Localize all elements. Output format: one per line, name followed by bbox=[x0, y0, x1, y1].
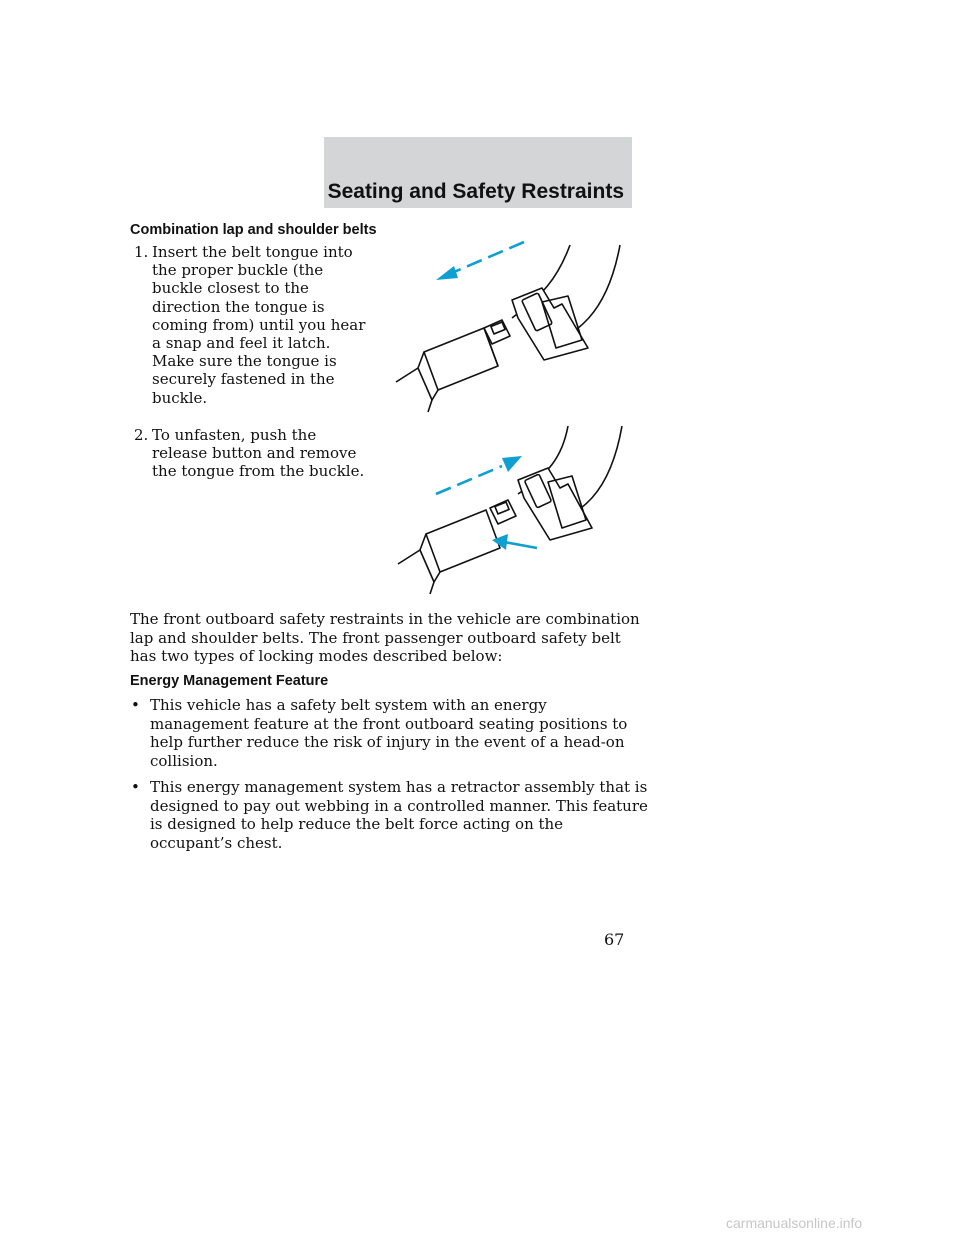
bullet-text: This vehicle has a safety belt system with an energy management feature at the front outboard seating positions to help further reduce the risk of injury in the event of a head-on collision. bbox=[150, 696, 628, 770]
page-header-title: Seating and Safety Restraints bbox=[327, 180, 624, 203]
step-1 bbox=[134, 243, 374, 407]
belt-insert-illustration bbox=[392, 240, 642, 415]
step-1-text: Insert the belt tongue into the proper buckle (the buckle closest to the direction the tongue is coming from) until you hear a snap and feel it latch. Make sure the tongue is securely fastened in the buckle. bbox=[152, 243, 366, 407]
bullet-text: This energy management system has a retractor assembly that is designed to pay out webbing in a controlled manner. This feature is designed to help reduce the belt force acting on the occupant’s chest. bbox=[150, 778, 648, 852]
watermark: carmanualsonline.info bbox=[726, 1215, 863, 1231]
section-title: Combination lap and shoulder belts bbox=[130, 222, 377, 238]
step-2-text: To unfasten, push the release button and remove the tongue from the buckle. bbox=[152, 426, 365, 481]
intro-paragraph: The front outboard safety restraints in the vehicle are combination lap and shoulder belts. The front passenger outboard safety belt has two types of locking modes described below: bbox=[130, 610, 640, 665]
step-2 bbox=[134, 426, 374, 481]
energy-bullet-list bbox=[130, 696, 650, 860]
page-number: 67 bbox=[604, 930, 625, 949]
header-band bbox=[324, 137, 632, 208]
energy-management-title: Energy Management Feature bbox=[130, 673, 329, 689]
step-1-number: 1. bbox=[134, 243, 149, 261]
belt-release-illustration bbox=[392, 424, 642, 596]
list-item bbox=[130, 696, 650, 770]
step-2-number: 2. bbox=[134, 426, 149, 444]
bullet-icon: • bbox=[131, 696, 140, 714]
list-item bbox=[130, 778, 650, 852]
bullet-icon: • bbox=[131, 778, 140, 796]
